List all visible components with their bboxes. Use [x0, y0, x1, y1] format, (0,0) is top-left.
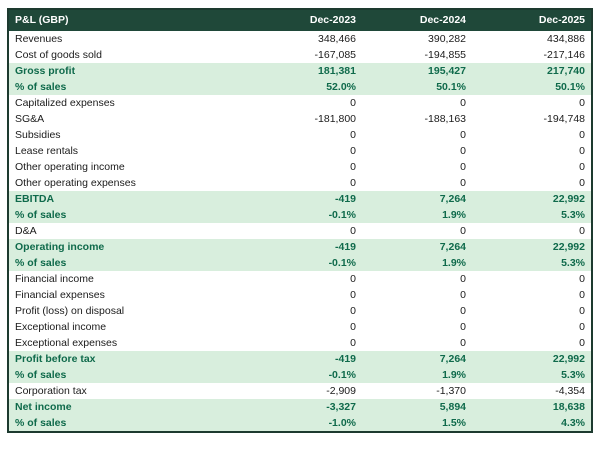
table-row	[8, 287, 592, 303]
row-label: Financial expenses	[8, 287, 252, 303]
cell-value: 0	[362, 271, 472, 287]
cell-value: 217,740	[472, 63, 592, 79]
cell-value: -0.1%	[252, 255, 362, 271]
row-label: Exceptional expenses	[8, 335, 252, 351]
cell-value: 0	[472, 127, 592, 143]
cell-value: 0	[472, 271, 592, 287]
cell-value: 348,466	[252, 31, 362, 47]
cell-value: 7,264	[362, 191, 472, 207]
table-row	[8, 79, 592, 95]
cell-value: 0	[252, 271, 362, 287]
cell-value: 5.3%	[472, 367, 592, 383]
cell-value: 390,282	[362, 31, 472, 47]
cell-value: 0	[252, 223, 362, 239]
table-row	[8, 319, 592, 335]
column-header: Dec-2023	[252, 9, 362, 31]
table-row	[8, 399, 592, 415]
cell-value: 0	[472, 335, 592, 351]
cell-value: 18,638	[472, 399, 592, 415]
cell-value: 0	[362, 287, 472, 303]
cell-value: 5,894	[362, 399, 472, 415]
cell-value: 1.9%	[362, 367, 472, 383]
cell-value: 0	[252, 319, 362, 335]
cell-value: -181,800	[252, 111, 362, 127]
table-row	[8, 223, 592, 239]
table-row	[8, 271, 592, 287]
cell-value: -188,163	[362, 111, 472, 127]
table-row	[8, 47, 592, 63]
cell-value: 4.3%	[472, 415, 592, 432]
row-label: EBITDA	[8, 191, 252, 207]
table-row	[8, 191, 592, 207]
cell-value: 1.9%	[362, 207, 472, 223]
table-row	[8, 207, 592, 223]
cell-value: -1.0%	[252, 415, 362, 432]
table-row	[8, 111, 592, 127]
table-row	[8, 31, 592, 47]
cell-value: 0	[252, 303, 362, 319]
row-label: Operating income	[8, 239, 252, 255]
cell-value: 0	[362, 319, 472, 335]
cell-value: 1.5%	[362, 415, 472, 432]
row-label: % of sales	[8, 255, 252, 271]
table-row	[8, 255, 592, 271]
row-label: Other operating income	[8, 159, 252, 175]
row-label: Gross profit	[8, 63, 252, 79]
row-label: Other operating expenses	[8, 175, 252, 191]
cell-value: 22,992	[472, 351, 592, 367]
cell-value: -0.1%	[252, 207, 362, 223]
cell-value: 0	[362, 143, 472, 159]
cell-value: -1,370	[362, 383, 472, 399]
table-row	[8, 159, 592, 175]
row-label: Net income	[8, 399, 252, 415]
cell-value: -2,909	[252, 383, 362, 399]
cell-value: 22,992	[472, 191, 592, 207]
cell-value: 50.1%	[362, 79, 472, 95]
cell-value: 5.3%	[472, 255, 592, 271]
row-label: SG&A	[8, 111, 252, 127]
cell-value: 1.9%	[362, 255, 472, 271]
cell-value: -217,146	[472, 47, 592, 63]
cell-value: 181,381	[252, 63, 362, 79]
table-row	[8, 415, 592, 432]
table-row	[8, 175, 592, 191]
cell-value: 52.0%	[252, 79, 362, 95]
cell-value: 0	[252, 127, 362, 143]
table-body	[8, 31, 592, 432]
cell-value: -419	[252, 191, 362, 207]
table-row	[8, 303, 592, 319]
table-row	[8, 351, 592, 367]
cell-value: -167,085	[252, 47, 362, 63]
cell-value: 5.3%	[472, 207, 592, 223]
cell-value: -419	[252, 239, 362, 255]
cell-value: 0	[252, 159, 362, 175]
row-label: Exceptional income	[8, 319, 252, 335]
cell-value: 0	[362, 303, 472, 319]
cell-value: 0	[362, 127, 472, 143]
cell-value: 0	[362, 335, 472, 351]
cell-value: 0	[472, 319, 592, 335]
table-title: P&L (GBP)	[8, 9, 252, 31]
cell-value: 50.1%	[472, 79, 592, 95]
row-label: Subsidies	[8, 127, 252, 143]
row-label: D&A	[8, 223, 252, 239]
row-label: Profit before tax	[8, 351, 252, 367]
row-label: Financial income	[8, 271, 252, 287]
cell-value: -3,327	[252, 399, 362, 415]
row-label: Corporation tax	[8, 383, 252, 399]
row-label: Capitalized expenses	[8, 95, 252, 111]
table-row	[8, 383, 592, 399]
cell-value: 0	[472, 95, 592, 111]
column-header: Dec-2024	[362, 9, 472, 31]
table-row	[8, 127, 592, 143]
row-label: Lease rentals	[8, 143, 252, 159]
table-row	[8, 143, 592, 159]
cell-value: 195,427	[362, 63, 472, 79]
table-row	[8, 63, 592, 79]
table-row	[8, 367, 592, 383]
cell-value: -4,354	[472, 383, 592, 399]
cell-value: 0	[362, 95, 472, 111]
row-label: Revenues	[8, 31, 252, 47]
row-label: % of sales	[8, 207, 252, 223]
cell-value: -194,748	[472, 111, 592, 127]
cell-value: 0	[362, 175, 472, 191]
cell-value: 0	[472, 223, 592, 239]
cell-value: 0	[472, 159, 592, 175]
cell-value: 0	[252, 287, 362, 303]
cell-value: -194,855	[362, 47, 472, 63]
table-row	[8, 95, 592, 111]
cell-value: 0	[362, 159, 472, 175]
cell-value: 7,264	[362, 351, 472, 367]
cell-value: 0	[252, 95, 362, 111]
cell-value: -419	[252, 351, 362, 367]
row-label: % of sales	[8, 415, 252, 432]
table-row	[8, 239, 592, 255]
cell-value: 434,886	[472, 31, 592, 47]
table-row	[8, 335, 592, 351]
column-header: Dec-2025	[472, 9, 592, 31]
row-label: % of sales	[8, 367, 252, 383]
header-row	[8, 9, 592, 31]
cell-value: 22,992	[472, 239, 592, 255]
cell-value: 0	[252, 175, 362, 191]
cell-value: 0	[472, 175, 592, 191]
cell-value: 0	[362, 223, 472, 239]
cell-value: 0	[252, 143, 362, 159]
cell-value: -0.1%	[252, 367, 362, 383]
cell-value: 0	[472, 143, 592, 159]
row-label: Cost of goods sold	[8, 47, 252, 63]
pnl-table	[7, 8, 593, 433]
cell-value: 7,264	[362, 239, 472, 255]
row-label: Profit (loss) on disposal	[8, 303, 252, 319]
row-label: % of sales	[8, 79, 252, 95]
cell-value: 0	[252, 335, 362, 351]
cell-value: 0	[472, 303, 592, 319]
cell-value: 0	[472, 287, 592, 303]
